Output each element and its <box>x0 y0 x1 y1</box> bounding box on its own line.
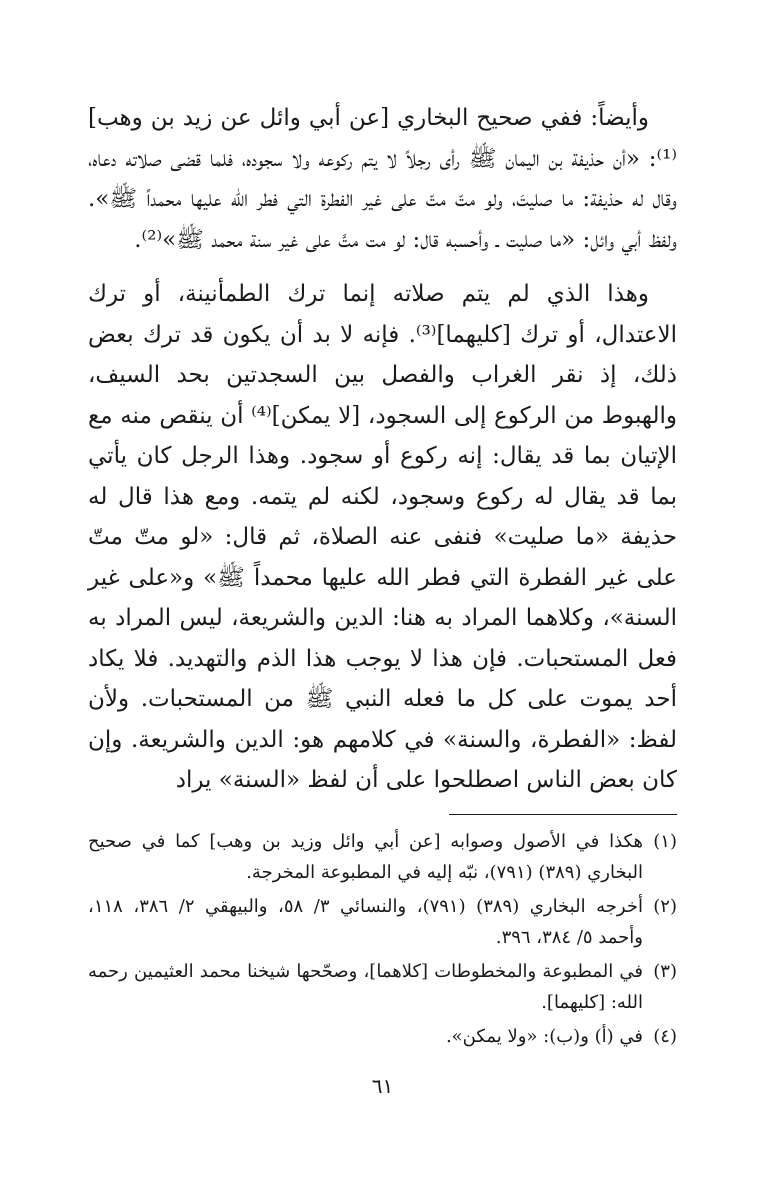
footnote-1 <box>88 826 677 888</box>
page-number: ٦١ <box>371 1074 394 1098</box>
footnotes <box>88 826 677 1055</box>
footnote-text: في المطبوعة والمخطوطات [كلاهما]، وصحّحها شيخنا محمد العثيمين رحمه الله: [كليهما]. <box>88 961 643 1013</box>
paragraph-1-text: وأيضاً: ففي صحيح البخاري [عن أبي وائل عن زيد بن وهب]⁽¹⁾: «أن حذيفة بن اليمان ﷺ رأى رجلاً لا يتم ركوعه ولا سجوده، فلما قضى صلاته دعاه، وقال له حذيفة: ما صليتَ، ولو متّ متّ على غير الفطرة التي فطر الله عليها محمداً ﷺ». ولفظ أبي وائل: «ما صليت ـ وأحسبه قال: لو مت متَّ على غير سنة محمد ﷺ»⁽²⁾. <box>88 105 677 253</box>
footnote-2 <box>88 891 677 953</box>
footnote-text: في (أ) و(ب): «ولا يمكن». <box>445 1026 643 1047</box>
footnote-number: (٣) <box>653 961 677 982</box>
footnote-divider <box>449 814 677 815</box>
paragraph-2 <box>88 274 677 801</box>
footnote-4 <box>88 1021 677 1052</box>
main-text <box>88 98 677 801</box>
paragraph-1 <box>88 98 677 260</box>
footnote-number: (١) <box>653 831 677 852</box>
paragraph-2-text: وهذا الذي لم يتم صلاته إنما ترك الطمأنينة، أو ترك الاعتدال، أو ترك [كليهما]⁽³⁾. فإنه لا بد أن يكون قد ترك بعض ذلك، إذ نقر الغراب والفصل بين السجدتين بحد السيف، والهبوط من الركوع إلى السجود، [لا يمكن]⁽⁴⁾ أن ينقص منه مع الإتيان بما قد يقال: إنه ركوع أو سجود. وهذا الرجل كان يأتي بما قد يقال له ركوع وسجود، لكنه لم يتمه. ومع هذا قال له حذيفة «ما صليت» فنفى عنه الصلاة، ثم قال: «لو متّ متّ على غير الفطرة التي فطر الله عليها محمداً ﷺ» و«على غير السنة»، وكلاهما المراد به هنا: الدين والشريعة، ليس المراد به فعل المستحبات. فإن هذا لا يوجب هذا الذم والتهديد. فلا يكاد أحد يموت على كل ما فعله النبي ﷺ من المستحبات. ولأن لفظ: «الفطرة، والسنة» في كلامهم هو: الدين والشريعة. وإن كان بعض الناس اصطلحوا على أن لفظ «السنة» يراد <box>88 281 677 793</box>
footnote-text: أخرجه البخاري (٣٨٩) (٧٩١)، والنسائي ٣/ ٥٨، والبيهقي ٢/ ٣٨٦، ١١٨، وأحمد ٥/ ٣٨٤، ٣٩٦. <box>88 896 643 948</box>
footnote-3 <box>88 956 677 1018</box>
footnote-text: هكذا في الأصول وصوابه [عن أبي وائل وزيد بن وهب] كما في صحيح البخاري (٣٨٩) (٧٩١)، نبّه إليه في المطبوعة المخرجة. <box>88 831 643 883</box>
footnote-number: (٢) <box>653 896 677 917</box>
footnote-number: (٤) <box>653 1026 677 1047</box>
